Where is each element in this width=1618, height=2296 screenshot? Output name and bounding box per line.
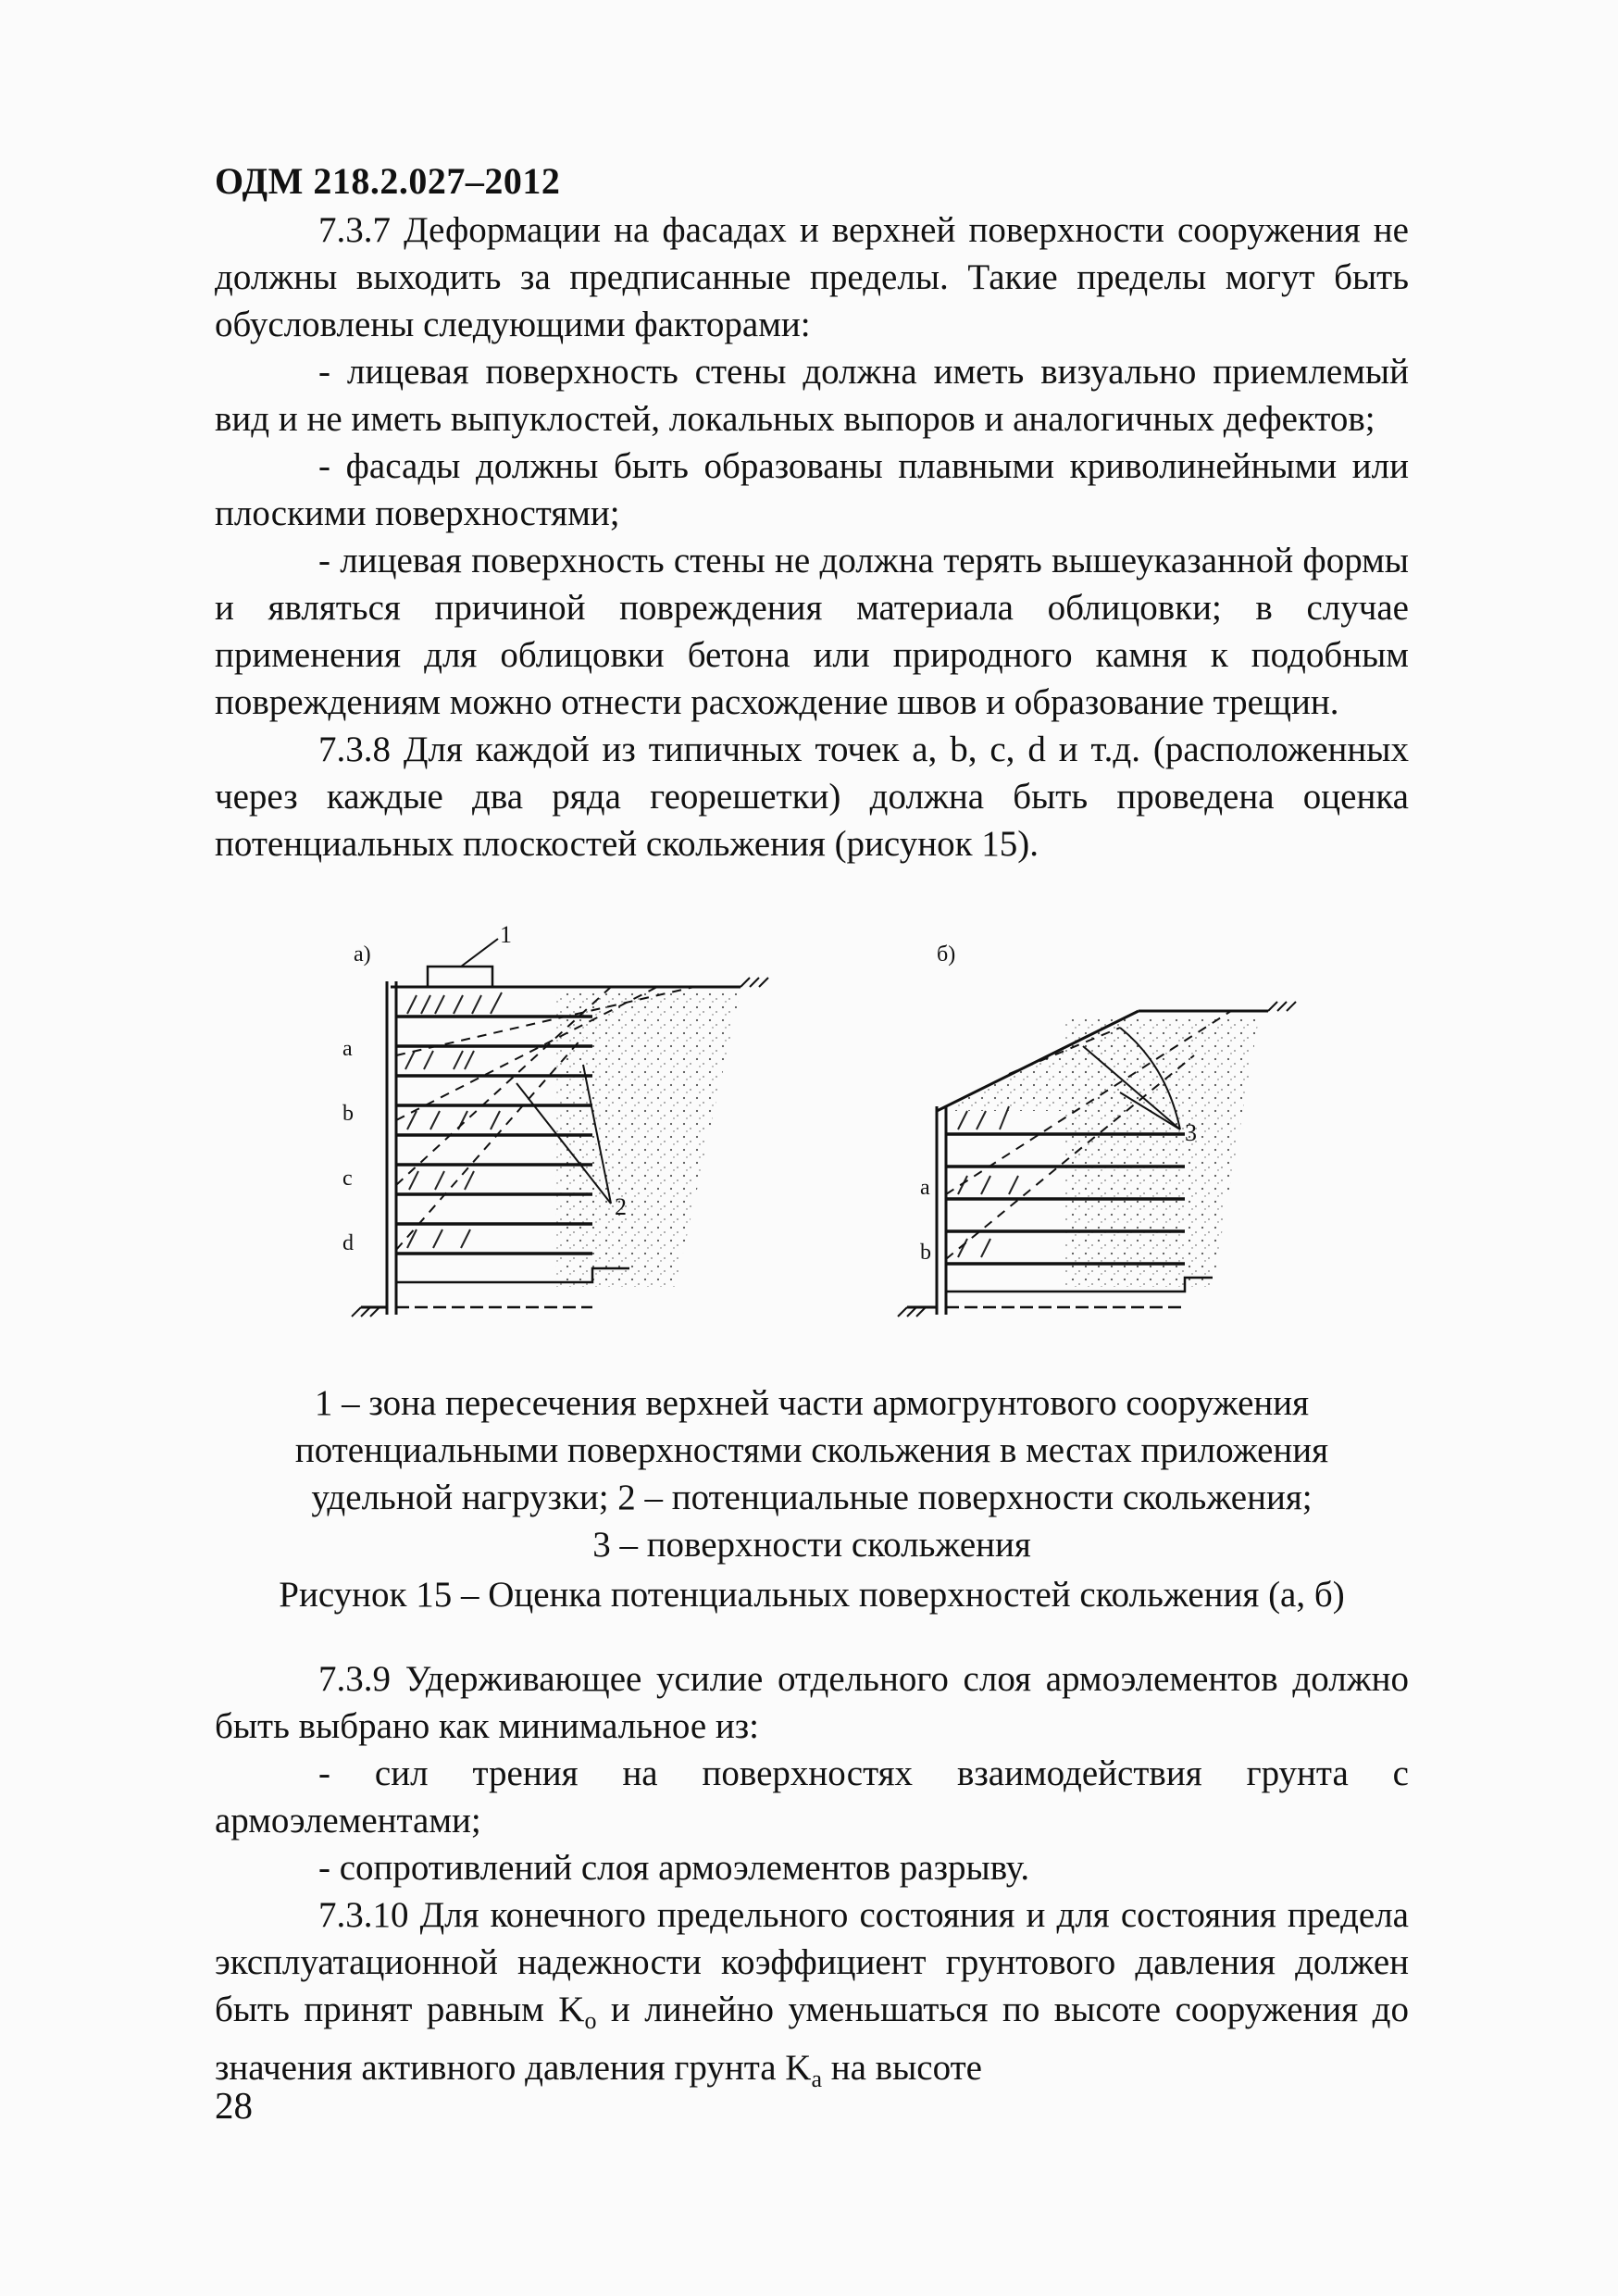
paragraph-7-3-7: 7.3.7 Деформации на фасадах и верхней поверхности сооружения не должны выходить за предписанные пределы. Такие пределы могут быть обусловлены следующими факторами:: [215, 210, 1409, 344]
figure-legend: [215, 1379, 1409, 1568]
legend-line-3: удельной нагрузки; 2 – потенциальные поверхности скольжения;: [311, 1478, 1313, 1517]
panel-a-load-block: [428, 967, 492, 987]
text-block-top: [215, 206, 1409, 867]
paragraph-7-3-10-part-1: 7.3.10 Для конечного предельного состояния и для состояния предела эксплуатационной надежности коэффициент грунтового давления должен быть принят равным K: [215, 1895, 1409, 2029]
panel-a-backfill: [555, 991, 741, 1287]
panel-a: [342, 926, 768, 1316]
subscript-a: а: [811, 2065, 822, 2092]
list-item-face-surface: - лицевая поверхность стены должна иметь визуально приемлемый вид и не иметь выпуклостей, локальных выпоров и аналогичных дефектов;: [215, 352, 1409, 439]
point-b-panel-b-label: b: [920, 1241, 931, 1265]
point-a-label: a: [342, 1037, 353, 1061]
legend-line-2: потенциальными поверхностями скольжения в местах приложения: [294, 1430, 1329, 1470]
list-item-facades: - фасады должны быть образованы плавными криволинейными или плоскими поверхностями;: [215, 446, 1409, 533]
figure-caption: Рисунок 15 – Оценка потенциальных поверхностей скольжения (а, б): [279, 1575, 1345, 1615]
callout-3: 3: [1185, 1119, 1197, 1146]
legend-line-1: 1 – зона пересечения верхней части армогрунтового сооружения: [314, 1383, 1310, 1423]
paragraph-7-3-9: 7.3.9 Удерживающее усилие отдельного слоя армоэлементов должно быть выбрано как минимальное из:: [215, 1659, 1409, 1746]
paragraph-7-3-10-part-3: на высоте: [822, 2048, 982, 2088]
panel-a-hatching: [405, 992, 502, 1248]
callout-1: 1: [500, 926, 512, 948]
panel-b-label: б): [937, 942, 956, 967]
list-item-face-shape: - лицевая поверхность стены не должна терять вышеуказанной формы и являться причиной повреждения материала облицовки; в случае применения для облицовки бетона или природного камня к подобным повреждениям можно отнести расхождение швов и образование трещин.: [215, 541, 1409, 722]
list-item-friction: - сил трения на поверхностях взаимодействия грунта с армоэлементами;: [215, 1753, 1409, 1841]
paragraph-7-3-10: [215, 1891, 1409, 2103]
point-b-panel-a-label: a: [920, 1176, 930, 1200]
figure-15: [305, 926, 1324, 1342]
legend-line-4: 3 – поверхности скольжения: [592, 1525, 1031, 1565]
point-c-label: c: [342, 1167, 353, 1191]
list-item-rupture: - сопротивлений слоя армоэлементов разрыву.: [318, 1848, 1030, 1888]
panel-a-label: а): [354, 942, 371, 967]
callout-2: 2: [615, 1193, 627, 1220]
point-b-label: b: [342, 1102, 354, 1126]
subscript-o: о: [584, 2007, 597, 2034]
text-block-bottom: [215, 1655, 1409, 2103]
page-number: 28: [215, 2084, 253, 2127]
document-code-header: ОДМ 218.2.027–2012: [215, 160, 561, 202]
paragraph-7-3-8: 7.3.8 Для каждой из типичных точек a, b, c, d и т.д. (расположенных через каждые два ряда георешетки) должна быть проведена оценка потенциальных плоскостей скольжения (рисунок 15).: [215, 730, 1409, 864]
panel-b: [898, 942, 1296, 1316]
point-d-label: d: [342, 1231, 354, 1255]
figure-15-drawing: [305, 926, 1324, 1342]
paragraph-7-3-10-part-2: и линейно уменьшаться по высоте сооружения до значения активного давления грунта K: [215, 1990, 1409, 2088]
